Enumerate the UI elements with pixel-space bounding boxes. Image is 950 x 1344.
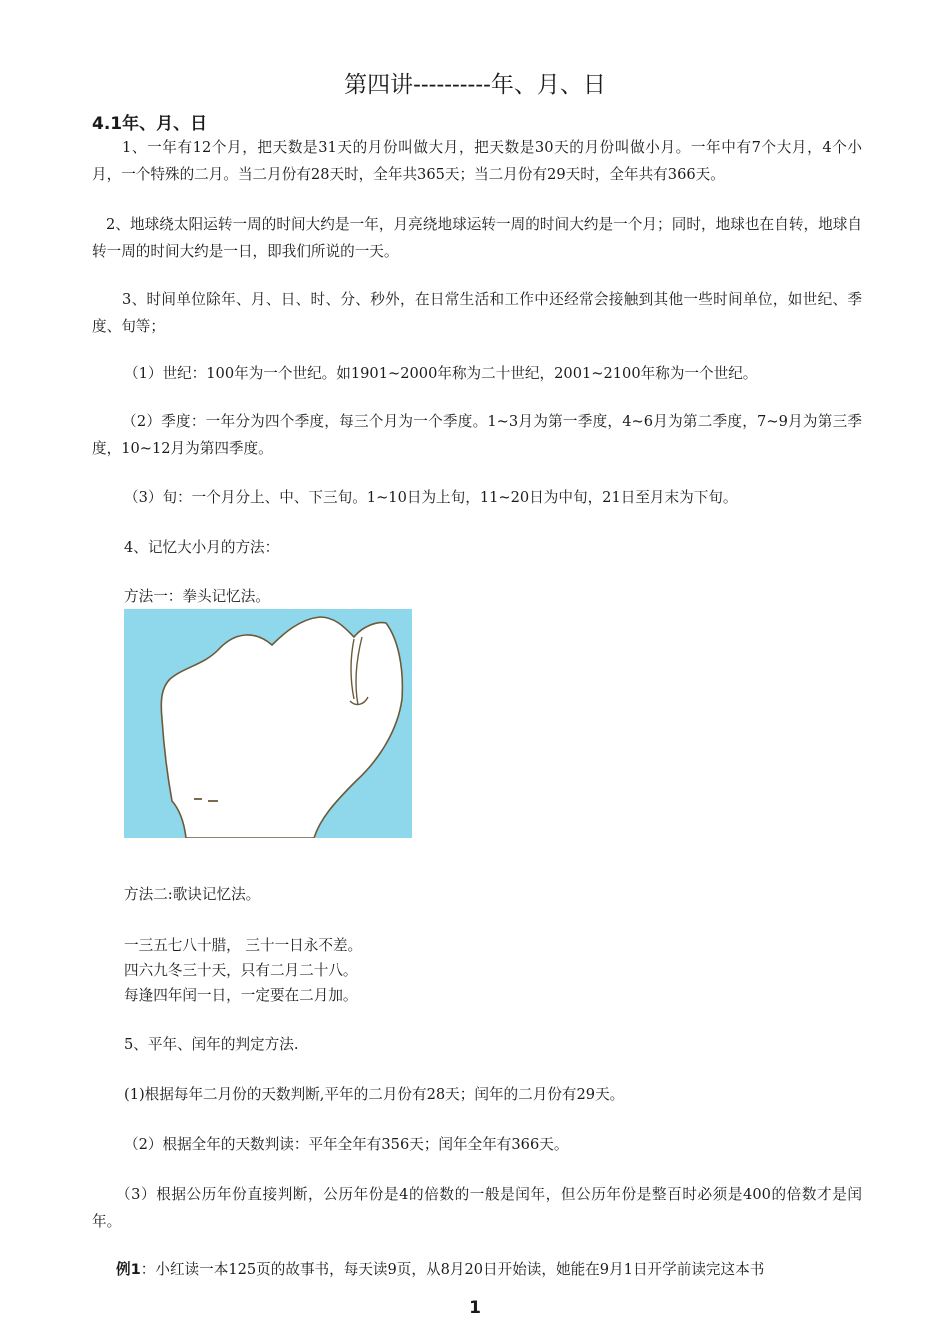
- paragraph-3: 3、时间单位除年、月、日、时、分、秒外，在日常生活和工作中还经常会接触到其他一些时间单位，如世纪、季度、旬等；: [92, 291, 862, 335]
- section-heading: 4.1年、月、日: [92, 114, 208, 134]
- page-number: 1: [469, 1298, 481, 1318]
- paragraph-5-rule-3: （3）根据公历年份直接判断，公历年份是4的倍数的一般是闰年，但公历年份是整百时必须是400的倍数才是闰年。: [92, 1186, 862, 1230]
- rhyme-line-3: 每逢四年闰一日，一定要在二月加。: [124, 987, 358, 1004]
- paragraph-5-rule-2: （2）根据全年的天数判读：平年全年有356天；闰年全年有366天。: [124, 1136, 569, 1153]
- example-1: [116, 1256, 764, 1283]
- method-two-label: 方法二:歌诀记忆法。: [124, 886, 261, 903]
- example-text: ：小红读一本125页的故事书，每天读9页，从8月20日开始读，她能在9月1日开学前读完这本书: [140, 1261, 765, 1278]
- example-label: 例1: [116, 1261, 141, 1278]
- rhyme-line-1: 一三五七八十腊， 三十一日永不差。: [124, 937, 363, 954]
- paragraph-3-quarter: （2）季度：一年分为四个季度，每三个月为一个季度。1~3月为第一季度，4~6月为第二季度，7~9月为第三季度，10~12月为第四季度。: [92, 413, 862, 457]
- fist-icon: [124, 609, 412, 838]
- method-one-label: 方法一：拳头记忆法。: [124, 588, 270, 605]
- paragraph-4: 4、记忆大小月的方法：: [124, 539, 280, 556]
- rhyme-line-2: 四六九冬三十天，只有二月二十八。: [124, 962, 358, 979]
- page-title: 第四讲----------年、月、日: [344, 72, 606, 98]
- paragraph-2: 2、地球绕太阳运转一周的时间大约是一年，月亮绕地球运转一周的时间大约是一个月；同时，地球也在自转，地球自转一周的时间大约是一日，即我们所说的一天。: [92, 216, 862, 260]
- paragraph-1: 1、一年有12个月，把天数是31天的月份叫做大月，把天数是30天的月份叫做小月。一年中有7个大月，4个小月，一个特殊的二月。当二月份有28天时，全年共365天；当二月份有29天时，全年共有366天。: [92, 139, 862, 183]
- paragraph-3-xun: （3）旬：一个月分上、中、下三旬。1~10日为上旬，11~20日为中旬，21日至月末为下旬。: [124, 489, 738, 506]
- fist-illustration: [124, 609, 412, 838]
- paragraph-5: 5、平年、闰年的判定方法.: [124, 1036, 299, 1053]
- paragraph-3-century: （1）世纪：100年为一个世纪。如1901~2000年称为二十世纪，2001~2100年称为一个世纪。: [124, 365, 758, 382]
- paragraph-5-rule-1: (1)根据每年二月份的天数判断,平年的二月份有28天；闰年的二月份有29天。: [124, 1086, 625, 1103]
